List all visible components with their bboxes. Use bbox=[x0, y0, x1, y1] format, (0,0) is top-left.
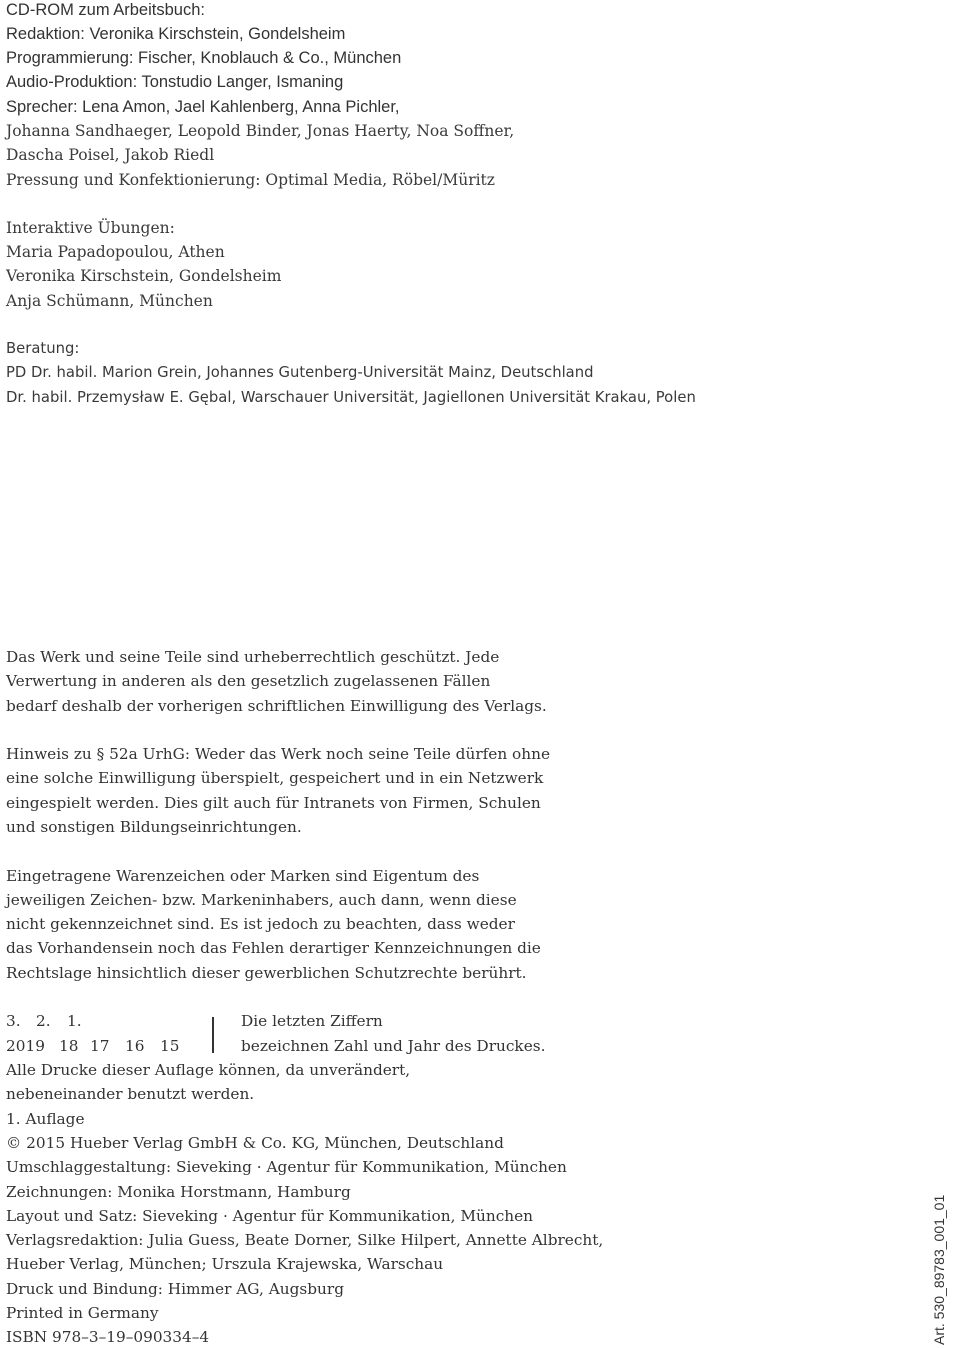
interactive-line: Maria Papadopoulou, Athen bbox=[6, 243, 225, 261]
interactive-heading: Interaktive Übungen: bbox=[6, 219, 175, 237]
cdrom-heading: CD-ROM zum Arbeitsbuch: bbox=[6, 1, 205, 19]
copyright-line: Verwertung in anderen als den gesetzlich zugelassenen Fällen bbox=[6, 672, 491, 690]
edition-numbers bbox=[6, 1009, 82, 1033]
consulting-heading: Beratung: bbox=[6, 340, 80, 357]
trademark-line: jeweiligen Zeichen- bzw. Markeninhabers, auch dann, wenn diese bbox=[6, 891, 517, 909]
edition-number: 1. bbox=[67, 1012, 82, 1030]
trademark-line: das Vorhandensein noch das Fehlen derartiger Kennzeichnungen die bbox=[6, 939, 541, 957]
imprint-line: © 2015 Hueber Verlag GmbH & Co. KG, München, Deutschland bbox=[6, 1134, 504, 1152]
cdrom-line: Sprecher: Lena Amon, Jael Kahlenberg, Anna Pichler, bbox=[6, 98, 400, 116]
copyright-line: bedarf deshalb der vorherigen schriftlichen Einwilligung des Verlags. bbox=[6, 697, 547, 715]
cdrom-line: Redaktion: Veronika Kirschstein, Gondelsheim bbox=[6, 25, 346, 43]
imprint-line: Umschlaggestaltung: Sieveking · Agentur für Kommunikation, München bbox=[6, 1158, 567, 1176]
hint-line: Hinweis zu § 52a UrhG: Weder das Werk noch seine Teile dürfen ohne bbox=[6, 745, 551, 763]
interactive-line: Anja Schümann, München bbox=[6, 292, 213, 310]
trademark-line: Rechtslage hinsichtlich dieser gewerblichen Schutzrechte berührt. bbox=[6, 964, 527, 982]
imprint-line: Layout und Satz: Sieveking · Agentur für Kommunikation, München bbox=[6, 1207, 534, 1225]
year-number: 16 bbox=[125, 1037, 145, 1055]
edition-number: 2. bbox=[36, 1012, 51, 1030]
imprint-line: Druck und Bindung: Himmer AG, Augsburg bbox=[6, 1280, 344, 1298]
consulting-line: PD Dr. habil. Marion Grein, Johannes Gutenberg-Universität Mainz, Deutschland bbox=[6, 364, 594, 381]
year-number: 15 bbox=[160, 1037, 180, 1055]
imprint-line: Alle Drucke dieser Auflage können, da unverändert, bbox=[6, 1061, 411, 1079]
vertical-divider bbox=[212, 1017, 214, 1053]
year-numbers bbox=[6, 1034, 179, 1058]
hint-line: und sonstigen Bildungseinrichtungen. bbox=[6, 818, 302, 836]
hint-line: eingespielt werden. Dies gilt auch für Intranets von Firmen, Schulen bbox=[6, 794, 541, 812]
print-note-line: Die letzten Ziffern bbox=[241, 1012, 383, 1030]
print-note-line: bezeichnen Zahl und Jahr des Druckes. bbox=[241, 1037, 546, 1055]
cdrom-line: Programmierung: Fischer, Knoblauch & Co., München bbox=[6, 49, 402, 67]
imprint-line: nebeneinander benutzt werden. bbox=[6, 1085, 255, 1103]
imprint-line: Hueber Verlag, München; Urszula Krajewska, Warschau bbox=[6, 1255, 444, 1273]
year-number: 17 bbox=[90, 1037, 110, 1055]
article-number: Art. 530_89783_001_01 bbox=[931, 1194, 947, 1345]
imprint-line: Verlagsredaktion: Julia Guess, Beate Dorner, Silke Hilpert, Annette Albrecht, bbox=[6, 1231, 604, 1249]
cdrom-line: Pressung und Konfektionierung: Optimal Media, Röbel/Müritz bbox=[6, 171, 495, 189]
year-number: 18 bbox=[59, 1037, 79, 1055]
isbn: ISBN 978–3–19–090334–4 bbox=[6, 1328, 210, 1346]
imprint-line: Printed in Germany bbox=[6, 1304, 159, 1322]
edition-number: 3. bbox=[6, 1012, 21, 1030]
consulting-line: Dr. habil. Przemysław E. Gębal, Warschauer Universität, Jagiellonen Universität Krakau, Polen bbox=[6, 389, 696, 406]
trademark-line: nicht gekennzeichnet sind. Es ist jedoch zu beachten, dass weder bbox=[6, 915, 515, 933]
year-number: 2019 bbox=[6, 1037, 45, 1055]
cdrom-line: Audio-Produktion: Tonstudio Langer, Ismaning bbox=[6, 73, 344, 91]
trademark-line: Eingetragene Warenzeichen oder Marken sind Eigentum des bbox=[6, 867, 480, 885]
cdrom-line: Johanna Sandhaeger, Leopold Binder, Jonas Haerty, Noa Soffner, bbox=[6, 122, 515, 140]
copyright-line: Das Werk und seine Teile sind urheberrechtlich geschützt. Jede bbox=[6, 648, 500, 666]
hint-line: eine solche Einwilligung überspielt, gespeichert und in ein Netzwerk bbox=[6, 769, 544, 787]
imprint-line: 1. Auflage bbox=[6, 1110, 85, 1128]
imprint-line: Zeichnungen: Monika Horstmann, Hamburg bbox=[6, 1183, 351, 1201]
interactive-line: Veronika Kirschstein, Gondelsheim bbox=[6, 267, 282, 285]
cdrom-line: Dascha Poisel, Jakob Riedl bbox=[6, 146, 215, 164]
